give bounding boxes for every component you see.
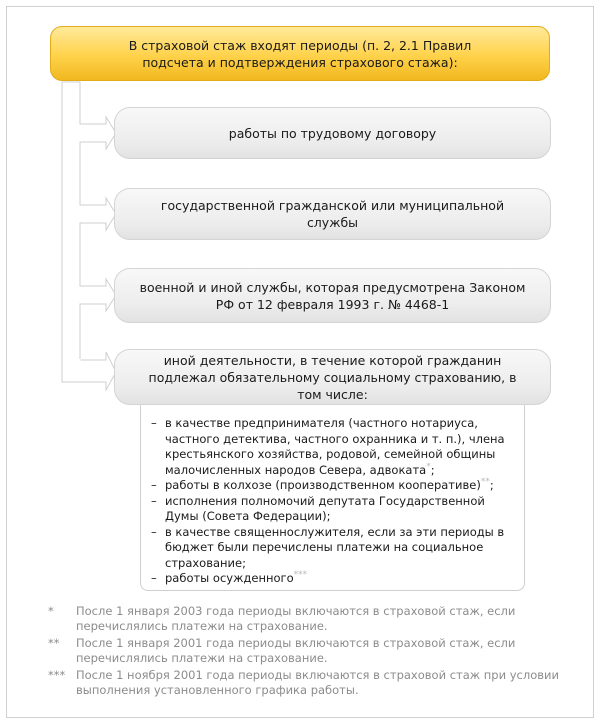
period-box-military-service xyxy=(114,268,551,323)
details-list xyxy=(151,416,514,587)
list-item-text: исполнения полномочий депутата Государственной Думы (Совета Федерации); xyxy=(165,493,485,523)
period-box-text: иной деятельности, в течение которой гражданин подлежал обязательному социальному страхованию, в том числе: xyxy=(148,352,517,402)
header-text: В страховой стаж входят периоды (п. 2, 2.1 Правил подсчета и подтверждения страхового стажа): xyxy=(128,37,472,70)
connector-arrow-3 xyxy=(80,279,116,311)
period-box-other-activity xyxy=(114,349,551,405)
list-item-suffix: ; xyxy=(489,478,494,492)
period-box-employment xyxy=(114,107,551,159)
footnote xyxy=(48,636,568,666)
list-item-suffix: ; xyxy=(430,462,435,477)
list-item-text: работы осужденного xyxy=(165,571,294,585)
connector-spine xyxy=(62,82,80,372)
footnote-text: После 1 ноября 2001 года периоды включаются в страховой стаж при условии выполнения установленного графика работы. xyxy=(76,668,559,697)
list-item-text: в качестве священнослужителя, если за эти периоды в бюджет были перечислены платежи на социальное страхование; xyxy=(165,524,505,570)
list-item xyxy=(151,571,514,587)
list-item xyxy=(151,478,514,494)
footnote-mark: ** xyxy=(480,477,490,488)
list-dash: – xyxy=(151,416,157,430)
list-dash: – xyxy=(151,493,157,508)
footnote-mark: * xyxy=(426,461,431,472)
period-box-text: работы по трудовому договору xyxy=(228,125,437,141)
list-dash: – xyxy=(151,571,157,585)
footnote-mark: *** xyxy=(293,570,308,581)
footnote xyxy=(48,604,568,634)
header-box xyxy=(50,26,550,81)
period-box-text: государственной гражданской или муниципальной службы xyxy=(160,198,505,230)
footnote-star: *** xyxy=(48,668,66,682)
period-box-civil-service xyxy=(114,188,551,240)
list-dash: – xyxy=(151,524,157,539)
list-item xyxy=(151,416,514,478)
period-box-text: военной и иной службы, которая предусмотрена Законом РФ от 12 февраля 1993 г. № 4468-1 xyxy=(139,279,526,312)
footnote-text: После 1 января 2001 года периоды включаются в страховой стаж, если перечислялись платежи на страхование. xyxy=(76,636,516,665)
list-item xyxy=(151,525,514,572)
list-dash: – xyxy=(151,478,157,492)
list-item xyxy=(151,494,514,525)
list-item-text: в качестве предпринимателя (частного нотариуса, частного детектива, частного охранника и т. п.), члена крестьянского хозяйства, родовой, семейной общины малочисленных народов Севера, адвоката xyxy=(165,416,505,477)
other-activity-details xyxy=(140,403,525,591)
connector-arrow-1 xyxy=(80,117,116,149)
footnote-star: ** xyxy=(48,636,60,650)
footnotes xyxy=(48,604,568,700)
footnote-star: * xyxy=(48,604,54,618)
connector-arrow-2 xyxy=(80,198,116,230)
footnote-text: После 1 января 2003 года периоды включаются в страховой стаж, если перечислялись платежи на страхование. xyxy=(76,604,516,633)
list-item-text: работы в колхозе (производственном кооперативе) xyxy=(165,478,481,492)
footnote xyxy=(48,668,568,698)
